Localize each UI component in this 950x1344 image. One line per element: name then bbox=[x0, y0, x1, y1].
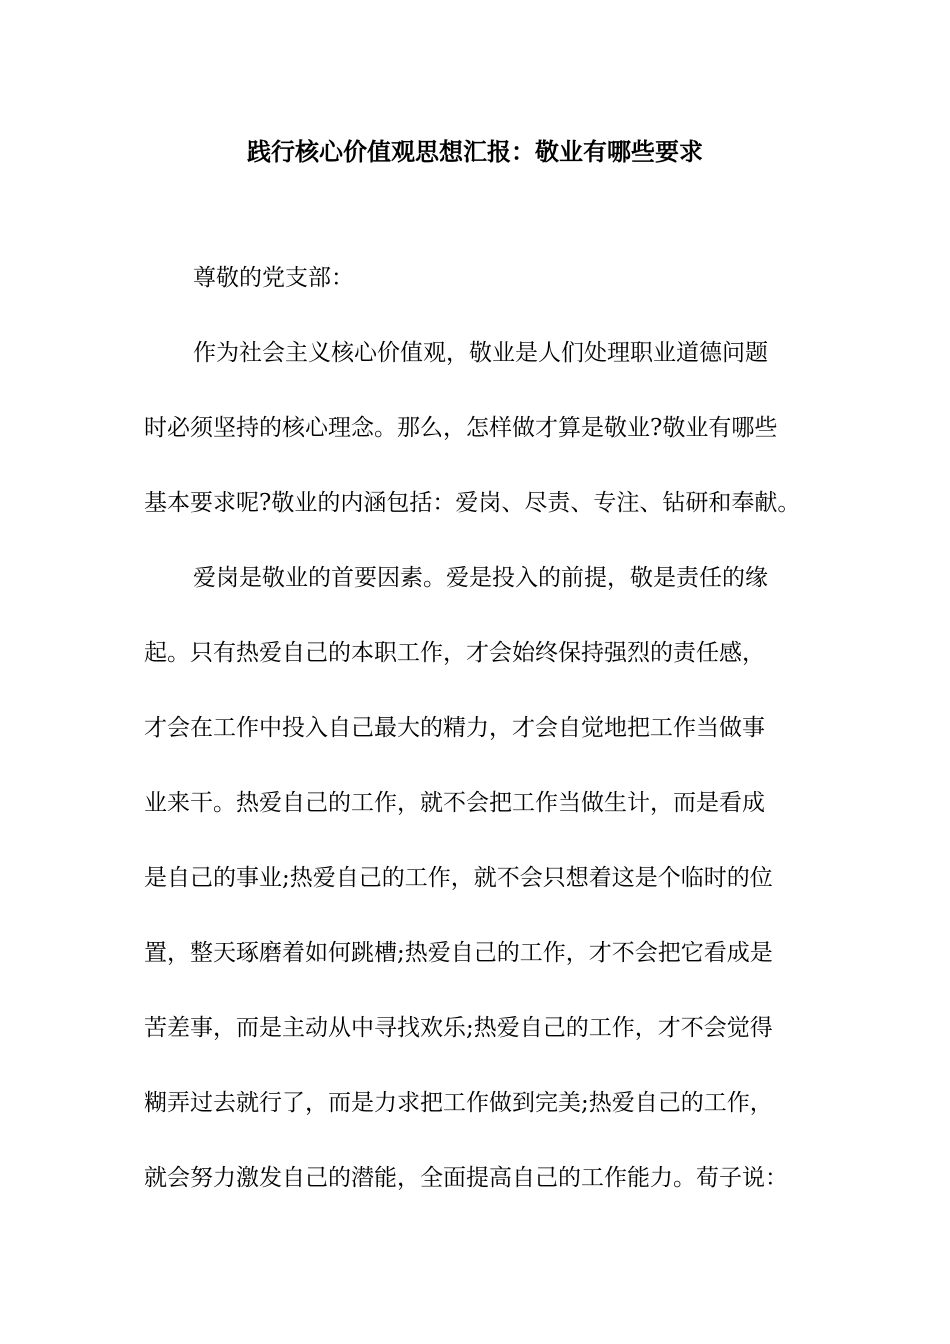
paragraph-line: 是自己的事业;热爱自己的工作，就不会只想着这是个临时的位 bbox=[144, 865, 773, 891]
paragraph-line: 基本要求呢?敬业的内涵包括：爱岗、尽责、专注、钻研和奉献。 bbox=[144, 490, 801, 516]
paragraph-line: 就会努力激发自己的潜能，全面提高自己的工作能力。荀子说： bbox=[144, 1165, 788, 1191]
paragraph-line: 爱岗是敬业的首要因素。爱是投入的前提，敬是责任的缘 bbox=[193, 565, 768, 591]
paragraph-line: 置，整天琢磨着如何跳槽;热爱自己的工作，才不会把它看成是 bbox=[144, 940, 773, 966]
paragraph-line: 作为社会主义核心价值观，敬业是人们处理职业道德问题 bbox=[193, 340, 768, 366]
paragraph-line: 苦差事，而是主动从中寻找欢乐;热爱自己的工作，才不会觉得 bbox=[144, 1015, 773, 1041]
salutation: 尊敬的党支部： bbox=[193, 265, 354, 291]
paragraph-line: 时必须坚持的核心理念。那么，怎样做才算是敬业?敬业有哪些 bbox=[144, 415, 778, 441]
paragraph-line: 糊弄过去就行了，而是力求把工作做到完美;热爱自己的工作， bbox=[144, 1090, 773, 1116]
document-title: 践行核心价值观思想汇报：敬业有哪些要求 bbox=[247, 137, 703, 166]
paragraph-line: 业来干。热爱自己的工作，就不会把工作当做生计，而是看成 bbox=[144, 790, 765, 816]
paragraph-line: 才会在工作中投入自己最大的精力，才会自觉地把工作当做事 bbox=[144, 715, 765, 741]
paragraph-line: 起。只有热爱自己的本职工作，才会始终保持强烈的责任感， bbox=[144, 640, 765, 666]
